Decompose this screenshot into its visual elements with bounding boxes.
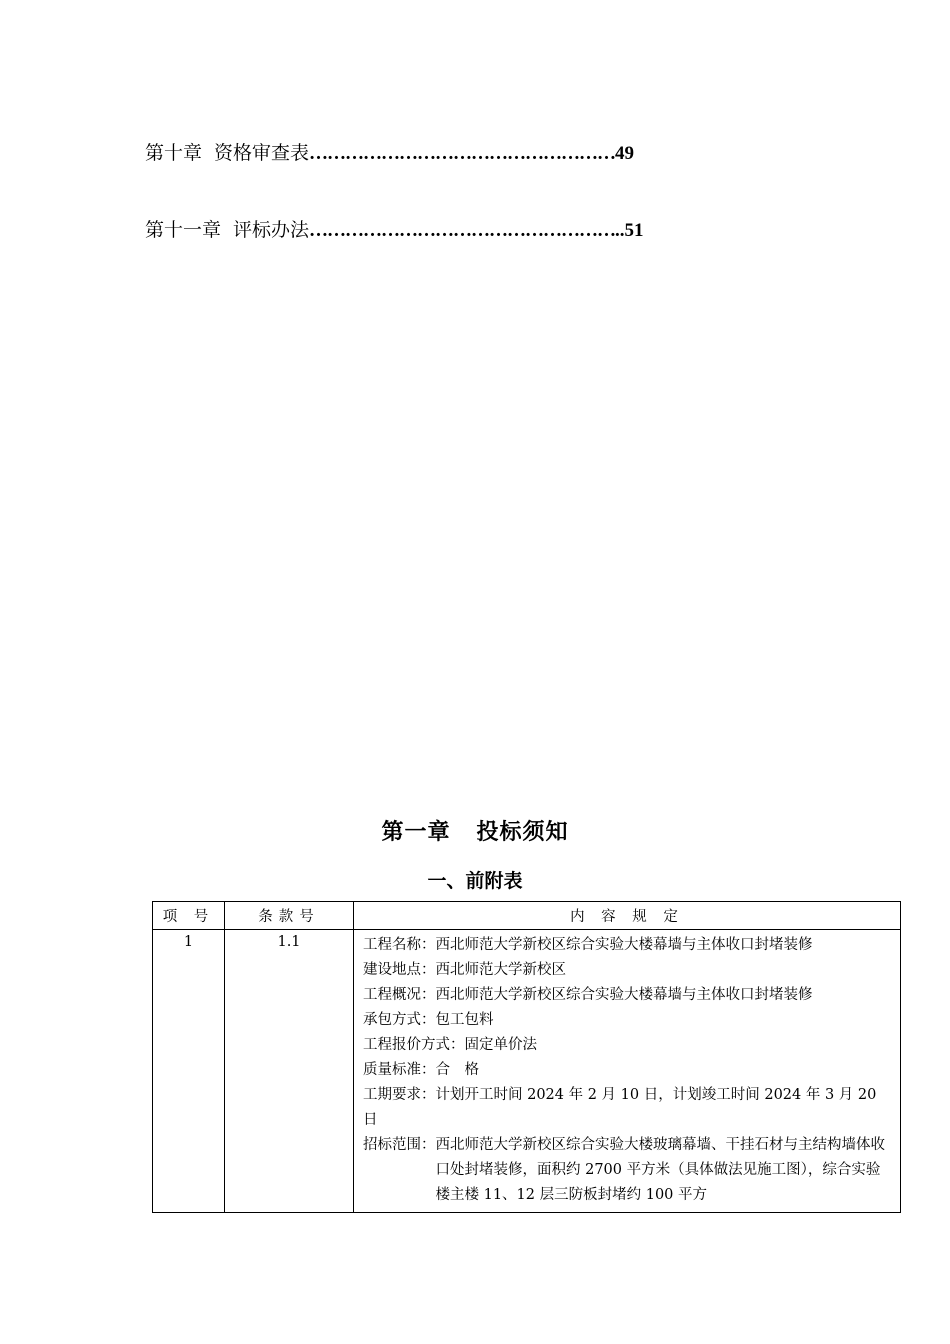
header-content: 内 容 规 定 [354,902,901,930]
toc-chapter: 第十章 [145,142,203,164]
content-line: 承包方式：包工包料 [363,1012,494,1028]
scope-label: 招标范围： [363,1137,436,1153]
scope-text: 西北师范大学新校区综合实验大楼玻璃幕墙、干挂石材与主结构墙体收口处封堵装修，面积约 2700 平方米（具体做法见施工图），综合实验楼主楼 11、12 层三防板封堵约 100 平方 [435,1137,885,1203]
toc-leader: …………………………………………… [309,220,616,241]
content-line: 工期要求：计划开工时间 2024 年 2 月 10 日，计划竣工时间 2024 年 3 月 20 日 [363,1087,877,1128]
header-item-no: 项 号 [153,902,225,930]
cell-content [354,930,901,1213]
content-line: 工程名称：西北师范大学新校区综合实验大楼幕墙与主体收口封堵装修 [363,937,813,953]
section-heading: 一、前附表 [427,870,523,892]
toc-page-number: ..51 [615,220,644,241]
toc-title: 评标办法 [233,219,310,241]
cell-clause-no: 1.1 [225,930,354,1213]
toc-page-number: 49 [615,143,635,164]
toc-leader: …………………………………………… [309,143,616,164]
chapter-number: 第一章 [381,819,451,845]
front-table [152,901,901,1213]
header-clause-no: 条款号 [225,902,354,930]
content-line: 质量标准：合 格 [363,1062,479,1078]
table-header-row [153,902,901,930]
content-line: 建设地点：西北师范大学新校区 [363,962,566,978]
toc-entry[interactable] [145,138,634,165]
content-line: 工程报价方式：固定单价法 [363,1037,537,1053]
content-line: 工程概况：西北师范大学新校区综合实验大楼幕墙与主体收口封堵装修 [363,987,813,1003]
table-row [153,930,901,1213]
cell-item-no: 1 [153,930,225,1213]
chapter-heading [0,815,950,846]
toc-title: 资格审查表 [214,142,310,164]
toc-entry[interactable] [145,215,644,242]
scope-block [363,1133,892,1208]
toc-chapter: 第十一章 [145,219,222,241]
chapter-name: 投标须知 [476,819,569,845]
